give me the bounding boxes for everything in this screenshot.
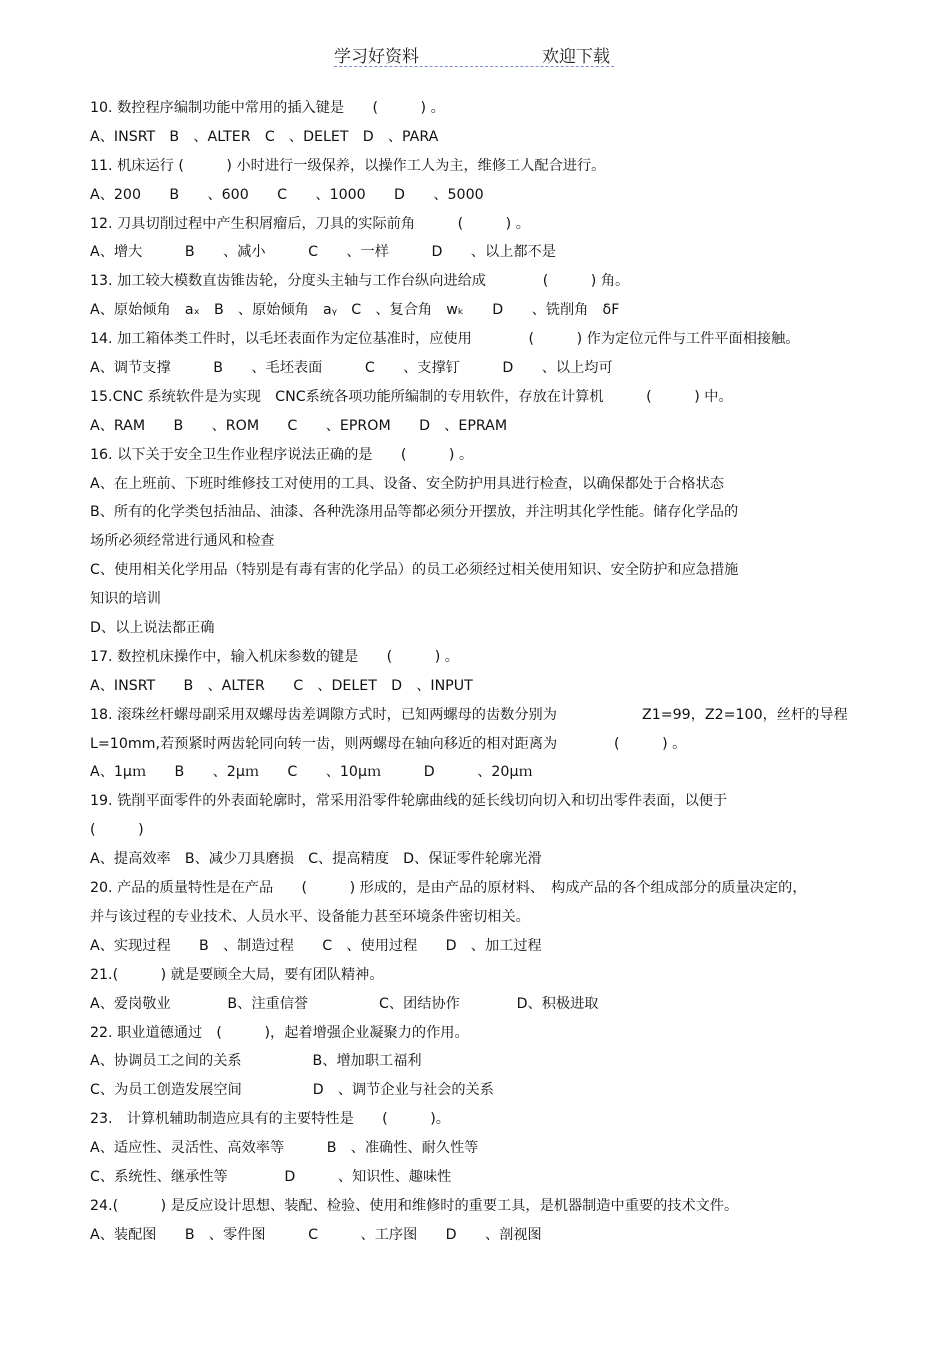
text-line: 15.CNC 系统软件是为实现 CNC系统各项功能所编制的专用软件，存放在计算机 ( ) 中。 [90,388,733,405]
text-line: 场所必须经常进行通风和检查 [90,533,275,550]
header-right-text: 欢迎下载 [542,47,610,67]
text-line: 并与该过程的专业技术、人员水平、设备能力甚至环境条件密切相关。 [90,908,530,925]
text-line: A、INSRT B 、ALTER C 、DELET D 、INPUT [90,677,473,694]
text-line: A、INSRT B 、ALTER C 、DELET D 、PARA [90,128,439,145]
text-line: 18. 滚珠丝杆螺母副采用双螺母齿差调隙方式时，已知两螺母的齿数分别为 Z1=99，Z2=100，丝杆的导程 [90,706,848,723]
text-line: 23. 计算机辅助制造应具有的主要特性是 ( )。 [90,1111,450,1128]
text-line: 24.( ) 是反应设计思想、装配、检验、使用和维修时的重要工具，是机器制造中重要的技术文件。 [90,1197,739,1214]
text-line: 22. 职业道德通过 ( )，起着增强企业凝聚力的作用。 [90,1024,469,1041]
text-line: 11. 机床运行 ( ) 小时进行一级保养，以操作工人为主，维修工人配合进行。 [90,157,606,174]
text-line: A、1μｍ B 、2μｍ C 、10μｍ D 、20μｍ [90,764,533,781]
text-line: A、200 B 、600 C 、1000 D 、5000 [90,186,484,203]
text-line: 19. 铣削平面零件的外表面轮廓时，常采用沿零件轮廓曲线的延长线切向切入和切出零件表面，以便于 [90,793,728,810]
text-line: 知识的培训 [90,591,161,608]
text-line: 10. 数控程序编制功能中常用的插入键是 ( ) 。 [90,100,445,116]
text-line: 13. 加工较大模数直齿锥齿轮，分度头主轴与工作台纵向进给成 ( ) 角。 [90,273,630,290]
text-line: ( ) [90,822,144,839]
text-line: A、装配图 B 、零件图 C 、工序图 D 、剖视图 [90,1226,542,1243]
text-line: D、以上说法都正确 [90,620,215,637]
text-line: A、爱岗敬业 B、注重信誉 C、团结协作 D、积极进取 [90,995,599,1012]
page-header [334,40,614,67]
text-line: 21.( ) 就是要顾全大局，要有团队精神。 [90,966,384,983]
text-line: A、原始倾角 aₓ B 、原始倾角 aᵧ C 、复合角 wₖ D 、铣削角 δF [90,302,620,319]
text-line: A、提高效率 B、减少刀具磨损 C、提高精度 D、保证零件轮廓光滑 [90,851,542,868]
question-body [90,94,890,1250]
text-line: C、系统性、继承性等 D 、知识性、趣味性 [90,1168,452,1185]
text-line: A、调节支撑 B 、毛坯表面 C 、支撑钉 D 、以上均可 [90,360,613,377]
text-line: 16. 以下关于安全卫生作业程序说法正确的是 ( ) 。 [90,446,474,463]
text-line: A、RAM B 、ROM C 、EPROM D 、EPRAM [90,417,508,434]
text-line: A、增大 B 、减小 C 、一样 D 、以上都不是 [90,244,556,261]
text-line: 12. 刀具切削过程中产生积屑瘤后，刀具的实际前角 ( ) 。 [90,215,530,232]
text-line: 17. 数控机床操作中，输入机床参数的键是 ( ) 。 [90,648,459,665]
text-line: L=10mm,若预紧时两齿轮同向转一齿，则两螺母在轴向移近的相对距离为 ( ) 。 [90,735,687,752]
text-line: 20. 产品的质量特性是在产品 ( ) 形成的，是由产品的原材料、 构成产品的各个组成部分的质量决定的， [90,880,807,897]
text-line: A、在上班前、下班时维修技工对使用的工具、设备、安全防护用具进行检查，以确保都处于合格状态 [90,475,724,492]
text-line: 14. 加工箱体类工件时，以毛坯表面作为定位基准时，应使用 ( ) 作为定位元件与工件平面相接触。 [90,331,800,348]
header-left-text: 学习好资料 [334,47,419,67]
text-line: C、使用相关化学用品（特别是有毒有害的化学品）的员工必须经过相关使用知识、安全防护和应急措施 [90,562,739,579]
text-line: B、所有的化学类包括油品、油漆、各种洗涤用品等都必须分开摆放，并注明其化学性能。储存化学品的 [90,504,739,521]
text-line: A、实现过程 B 、制造过程 C 、使用过程 D 、加工过程 [90,937,542,954]
text-line: C、为员工创造发展空间 D 、调节企业与社会的关系 [90,1082,494,1099]
text-line: A、协调员工之间的关系 B、增加职工福利 [90,1053,422,1070]
text-line: A、适应性、灵活性、高效率等 B 、准确性、耐久性等 [90,1140,479,1157]
